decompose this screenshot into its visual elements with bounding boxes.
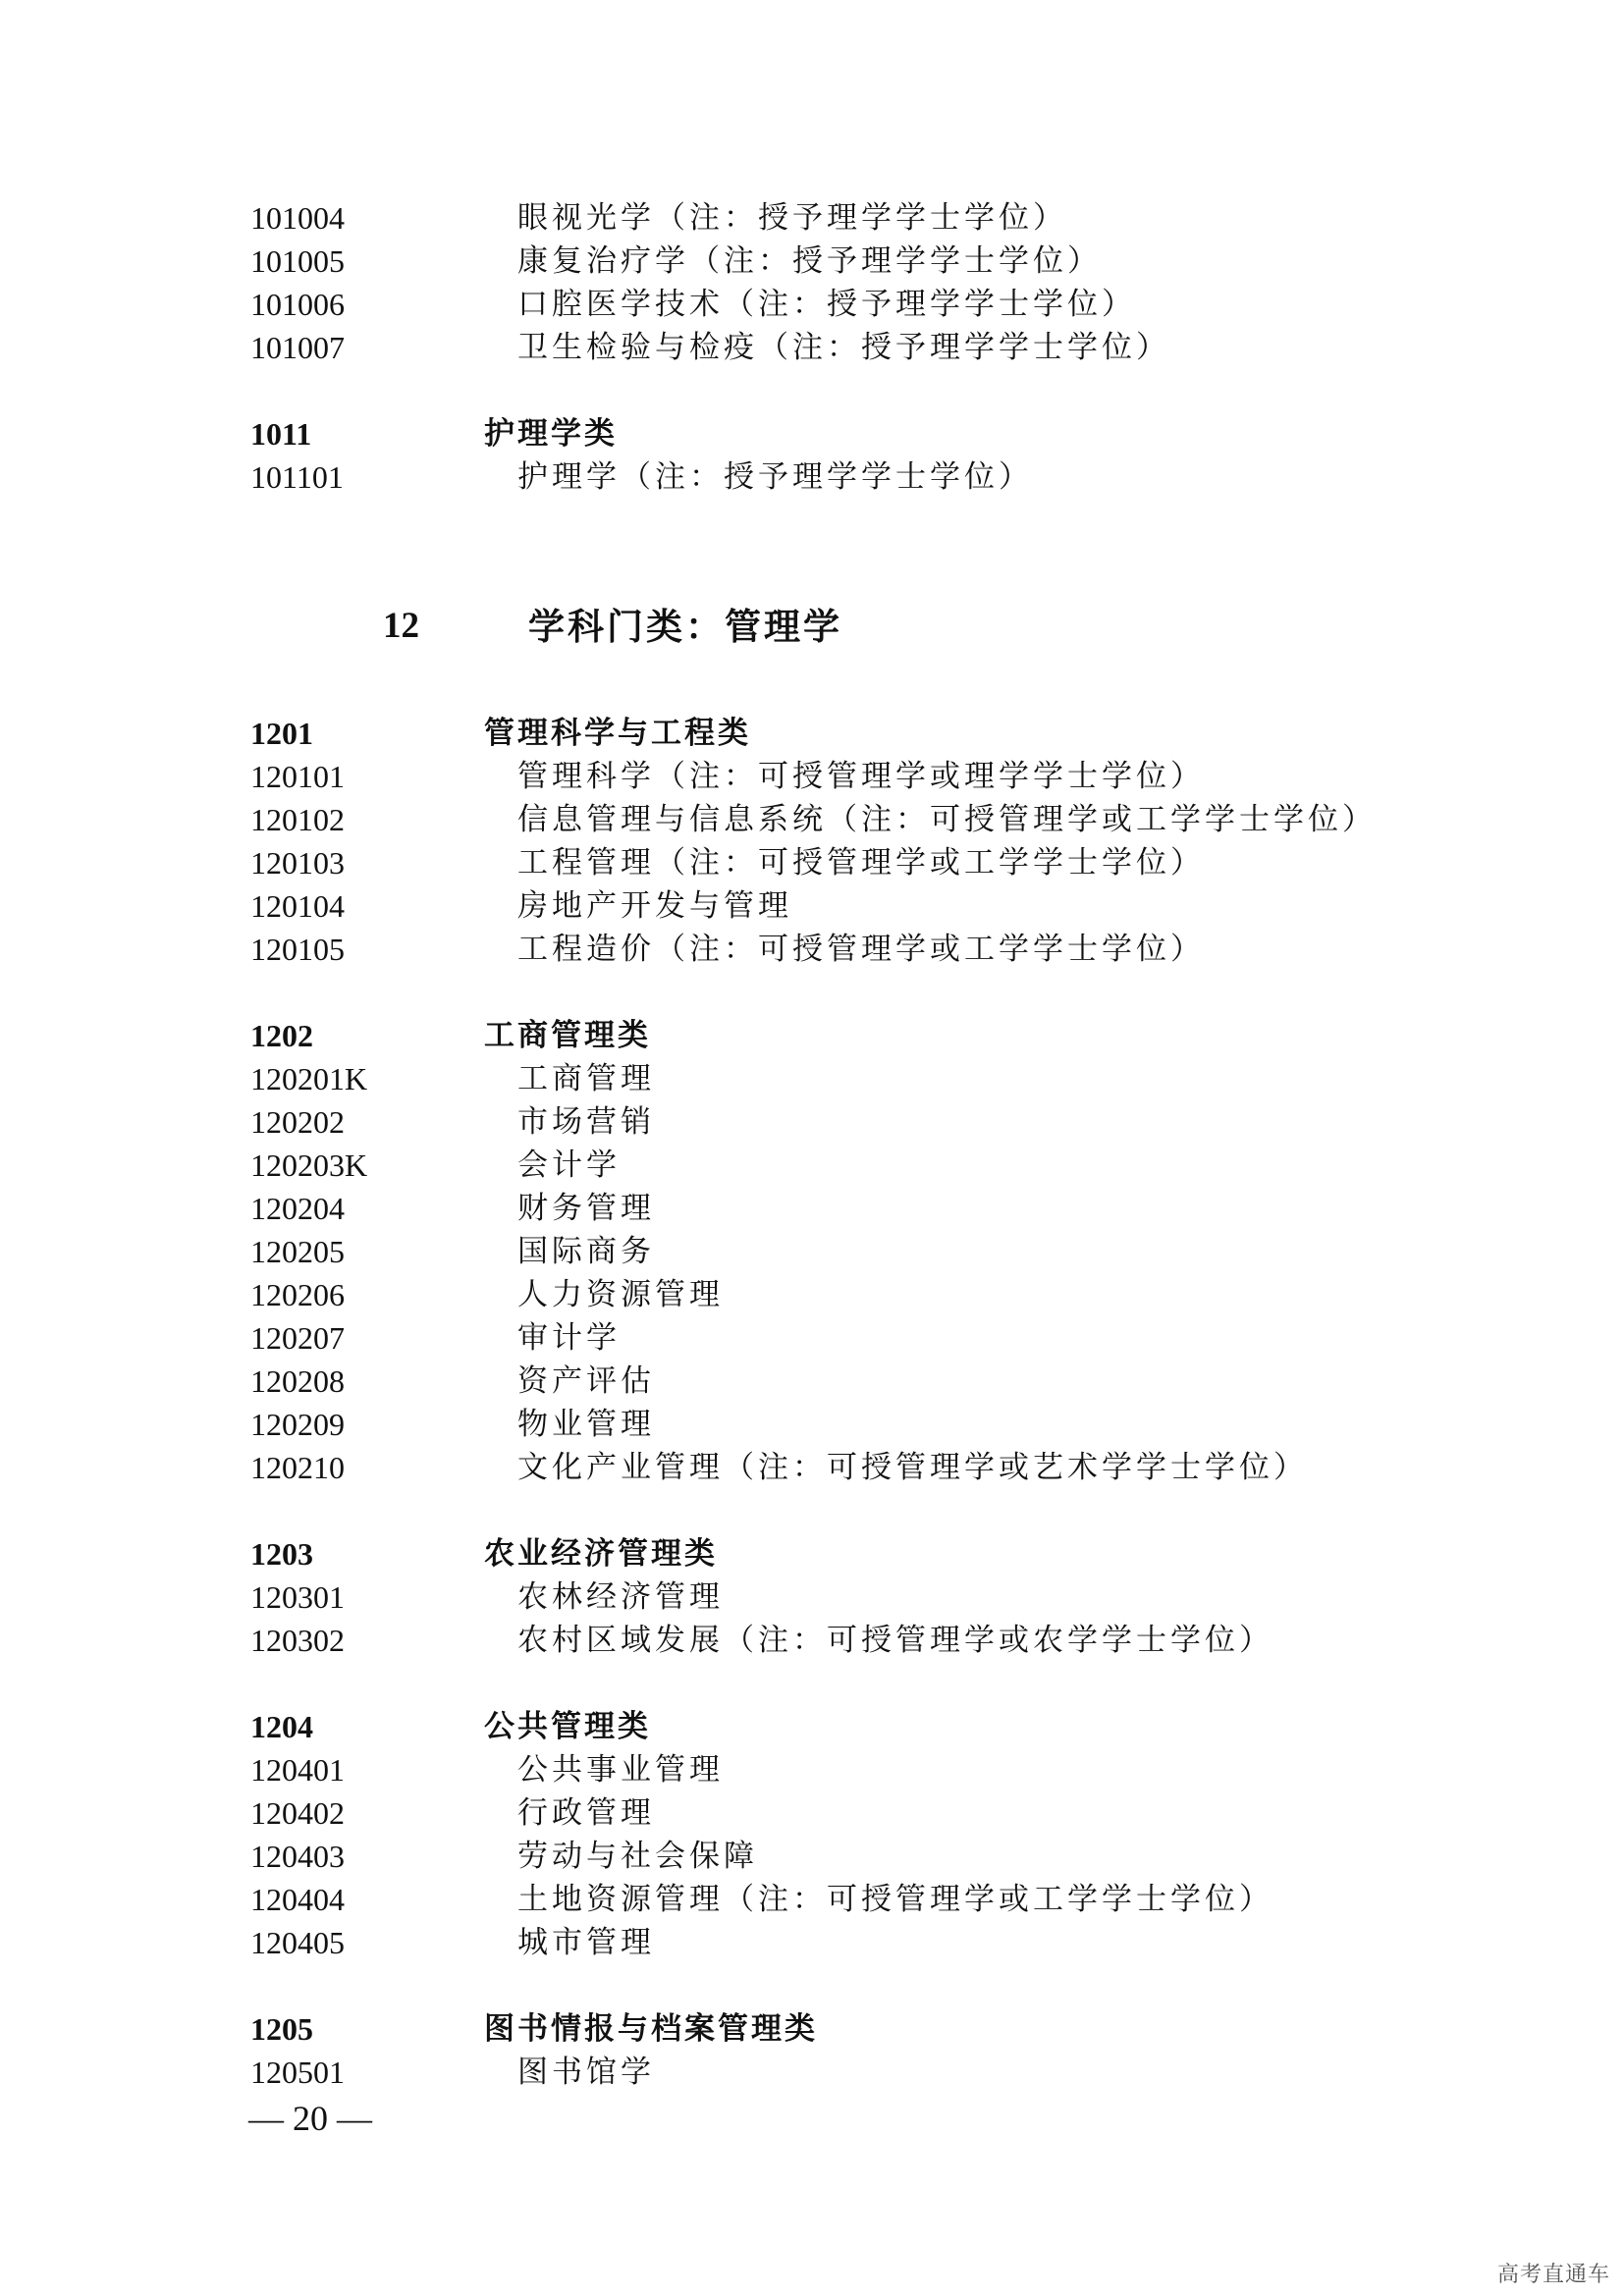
category-name: 护理学类 xyxy=(484,416,618,452)
category-code: 1201 xyxy=(250,716,313,751)
major-code: 101006 xyxy=(250,287,345,322)
major-name: 审计学 xyxy=(517,1320,621,1356)
major-code: 120205 xyxy=(250,1234,345,1269)
major-name: 口腔医学技术（注：授予理学学士学位） xyxy=(517,287,1136,322)
category-code: 1204 xyxy=(250,1709,313,1744)
major-code: 101004 xyxy=(250,200,345,236)
major-name: 会计学 xyxy=(517,1148,621,1183)
category-code: 1202 xyxy=(250,1018,313,1053)
major-name: 国际商务 xyxy=(517,1234,655,1269)
major-name: 信息管理与信息系统（注：可授管理学或工学学士学位） xyxy=(517,802,1377,837)
major-name: 行政管理 xyxy=(517,1795,655,1831)
major-code: 120206 xyxy=(250,1277,345,1312)
category-name: 图书情报与档案管理类 xyxy=(484,2011,818,2047)
major-name: 农村区域发展（注：可授管理学或农学学士学位） xyxy=(517,1623,1273,1658)
major-code: 101007 xyxy=(250,330,345,365)
major-name: 工程造价（注：可授管理学或工学学士学位） xyxy=(517,932,1205,967)
section-code: 12 xyxy=(383,606,419,646)
major-name: 土地资源管理（注：可授管理学或工学学士学位） xyxy=(517,1882,1273,1917)
major-code: 120210 xyxy=(250,1450,345,1485)
major-name: 工程管理（注：可授管理学或工学学士学位） xyxy=(517,845,1205,881)
major-name: 文化产业管理（注：可授管理学或艺术学学士学位） xyxy=(517,1450,1308,1485)
major-code: 120501 xyxy=(250,2055,345,2090)
major-name: 图书馆学 xyxy=(517,2055,655,2090)
section-title: 学科门类：管理学 xyxy=(528,605,842,648)
watermark: 高考直通车 xyxy=(1496,2263,1610,2287)
major-code: 120204 xyxy=(250,1191,345,1226)
category-name: 公共管理类 xyxy=(484,1709,651,1744)
major-name: 卫生检验与检疫（注：授予理学学士学位） xyxy=(517,330,1170,365)
major-code: 120103 xyxy=(250,845,345,881)
major-name: 康复治疗学（注：授予理学学士学位） xyxy=(517,243,1102,279)
major-name: 资产评估 xyxy=(517,1363,655,1399)
major-name: 公共事业管理 xyxy=(517,1752,724,1788)
category-name: 管理科学与工程类 xyxy=(484,716,751,751)
category-code: 1011 xyxy=(250,416,312,452)
major-code: 120208 xyxy=(250,1363,345,1399)
major-name: 人力资源管理 xyxy=(517,1277,724,1312)
major-name: 管理科学（注：可授管理学或理学学士学位） xyxy=(517,759,1205,794)
major-name: 房地产开发与管理 xyxy=(517,888,792,924)
major-code: 120209 xyxy=(250,1407,345,1442)
major-name: 物业管理 xyxy=(517,1407,655,1442)
major-code: 120104 xyxy=(250,888,345,924)
major-name: 眼视光学（注：授予理学学士学位） xyxy=(517,200,1067,236)
major-code: 101005 xyxy=(250,243,345,279)
major-code: 120401 xyxy=(250,1752,345,1788)
major-code: 120202 xyxy=(250,1104,345,1140)
major-code: 120201K xyxy=(250,1061,368,1096)
major-code: 120102 xyxy=(250,802,345,837)
major-code: 120101 xyxy=(250,759,345,794)
major-code: 120405 xyxy=(250,1925,345,1960)
major-code: 120402 xyxy=(250,1795,345,1831)
major-name: 劳动与社会保障 xyxy=(517,1839,758,1874)
major-code: 120302 xyxy=(250,1623,345,1658)
category-name: 工商管理类 xyxy=(484,1018,651,1053)
major-name: 护理学（注：授予理学学士学位） xyxy=(517,459,1033,495)
category-code: 1205 xyxy=(250,2011,313,2047)
page-number: — 20 — xyxy=(248,2099,372,2138)
major-name: 财务管理 xyxy=(517,1191,655,1226)
major-name: 市场营销 xyxy=(517,1104,655,1140)
major-code: 120403 xyxy=(250,1839,345,1874)
major-code: 120404 xyxy=(250,1882,345,1917)
major-name: 农林经济管理 xyxy=(517,1579,724,1615)
major-code: 120207 xyxy=(250,1320,345,1356)
major-code: 120203K xyxy=(250,1148,368,1183)
major-code: 101101 xyxy=(250,459,344,495)
major-name: 工商管理 xyxy=(517,1061,655,1096)
major-code: 120105 xyxy=(250,932,345,967)
category-code: 1203 xyxy=(250,1536,313,1572)
major-name: 城市管理 xyxy=(517,1925,655,1960)
category-name: 农业经济管理类 xyxy=(484,1536,718,1572)
major-code: 120301 xyxy=(250,1579,345,1615)
